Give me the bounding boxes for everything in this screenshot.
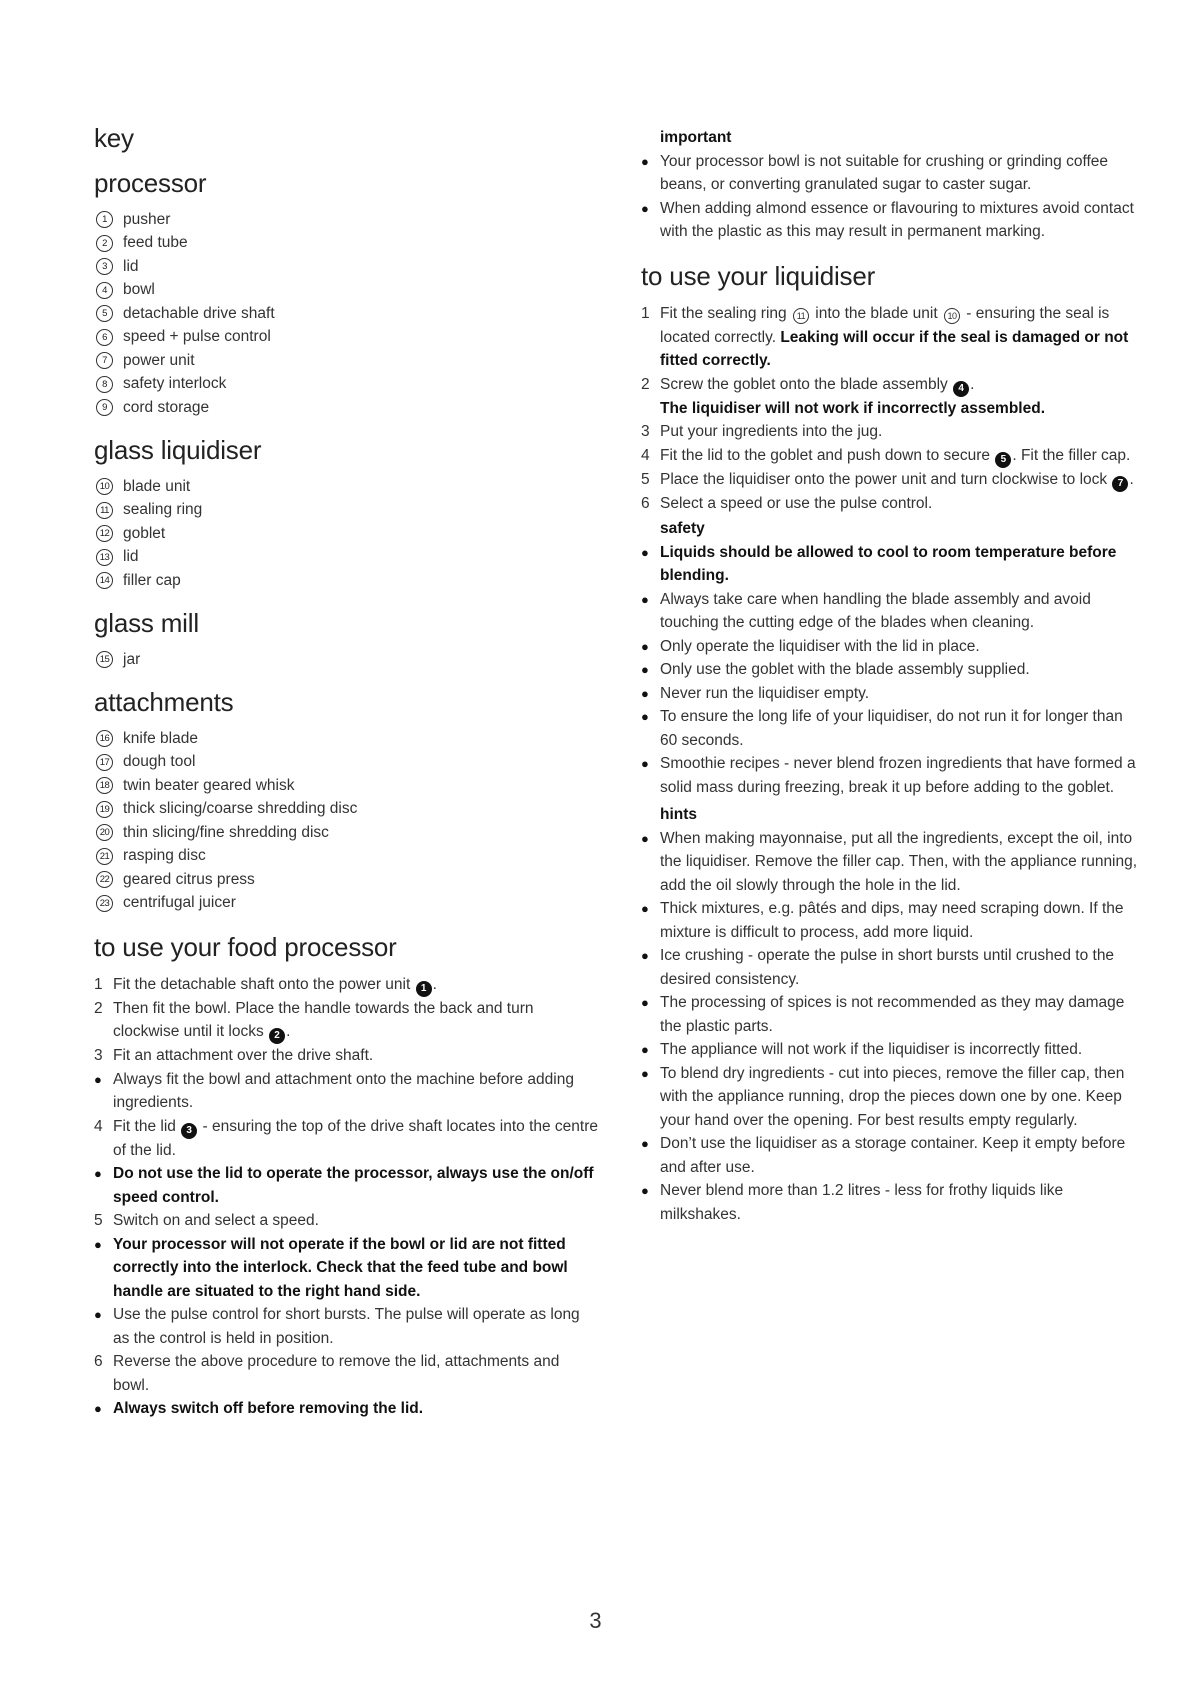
bullet-item: ● To blend dry ingredients - cut into pieces, remove the filler cap, then with the appliance running, drop the pieces down one by one. Keep your hand over the opening. For best results empty regularly. <box>641 1062 1141 1133</box>
step-4: 4 Fit the lid 3 - ensuring the top of the drive shaft locates into the centre of the lid. <box>94 1117 599 1159</box>
list-item: 8 safety interlock <box>94 373 599 397</box>
list-item: 23 centrifugal juicer <box>94 892 599 916</box>
bullet-item: ● Use the pulse control for short bursts. The pulse will operate as long as the control is held in position. <box>94 1303 599 1350</box>
bullet-item: ● Only use the goblet with the blade assembly supplied. <box>641 658 1141 682</box>
number-circle-icon: 11 <box>793 308 809 324</box>
number-circle-icon: 4 <box>96 282 113 299</box>
important-heading: important <box>660 129 732 146</box>
number-circle-icon: 9 <box>96 399 113 416</box>
bullet-item: ● Ice crushing - operate the pulse in short bursts until crushed to the desired consistency. <box>641 944 1141 991</box>
list-item: 1 pusher <box>94 208 599 232</box>
list-item: 14 filler cap <box>94 569 599 593</box>
food-processor-heading: to use your food processor <box>94 932 397 962</box>
number-circle-icon: 20 <box>96 824 113 841</box>
liquidiser-heading: to use your liquidiser <box>641 260 876 291</box>
number-circle-icon: 16 <box>96 730 113 747</box>
bullet-item: ● Your processor bowl is not suitable for crushing or grinding coffee beans, or converting granulated sugar to caster sugar. <box>641 150 1141 197</box>
bullet-icon <box>641 752 660 799</box>
hints-heading: hints <box>660 806 698 823</box>
number-circle-icon: 19 <box>96 801 113 818</box>
number-badge-icon: 5 <box>995 452 1011 468</box>
safety-heading: safety <box>660 520 705 537</box>
bullet-icon <box>641 944 660 991</box>
food-processor-steps <box>94 973 599 1421</box>
left-column <box>94 122 599 1421</box>
number-circle-icon: 18 <box>96 777 113 794</box>
number-circle-icon: 13 <box>96 549 113 566</box>
list-item: 19 thick slicing/coarse shredding disc <box>94 798 599 822</box>
bullet-icon <box>641 1038 660 1062</box>
step-3: 3 Fit an attachment over the drive shaft. <box>94 1047 374 1064</box>
number-circle-icon: 2 <box>96 235 113 252</box>
step-2: 2 Then fit the bowl. Place the handle towards the back and turn clockwise until it locks 2 . <box>94 997 599 1045</box>
bullet-icon <box>641 1062 660 1133</box>
list-item: 9 cord storage <box>94 396 599 420</box>
list-item: 3 lid <box>94 255 599 279</box>
number-badge-icon: 3 <box>181 1123 197 1139</box>
number-badge-icon: 7 <box>1112 476 1128 492</box>
bullet-icon <box>641 588 660 635</box>
bullet-item: ● Only operate the liquidiser with the lid in place. <box>641 635 1141 659</box>
bullet-item: ● When adding almond essence or flavouring to mixtures avoid contact with the plastic as this may result in permanent marking. <box>641 197 1141 244</box>
number-circle-icon: 1 <box>96 211 113 228</box>
number-circle-icon: 11 <box>96 502 113 519</box>
bullet-icon <box>641 827 660 898</box>
list-item: 17 dough tool <box>94 751 599 775</box>
bullet-item: ● Always switch off before removing the lid. <box>94 1397 599 1421</box>
bullet-icon <box>94 1068 113 1115</box>
list-item: 20 thin slicing/fine shredding disc <box>94 821 599 845</box>
list-item: 12 goblet <box>94 522 599 546</box>
number-circle-icon: 8 <box>96 376 113 393</box>
bullet-icon <box>94 1303 113 1350</box>
step-5: 5 Place the liquidiser onto the power unit and turn clockwise to lock 7 . <box>641 468 1141 492</box>
bullet-item: ● The appliance will not work if the liquidiser is incorrectly fitted. <box>641 1038 1141 1062</box>
number-circle-icon: 10 <box>96 478 113 495</box>
liquidiser-key-list <box>94 475 599 593</box>
bullet-icon <box>94 1233 113 1304</box>
step-3: 3 Put your ingredients into the jug. <box>641 423 883 440</box>
bullet-item: ● Never blend more than 1.2 litres - less for frothy liquids like milkshakes. <box>641 1179 1141 1226</box>
bullet-item: ● Your processor will not operate if the bowl or lid are not fitted correctly into the interlock. Check that the feed tube and bowl handle are situated to the right hand side. <box>94 1233 599 1304</box>
bullet-item: ● When making mayonnaise, put all the ingredients, except the oil, into the liquidiser. Remove the filler cap. Then, with the appliance running, add the oil slowly through the hole in the lid. <box>641 827 1141 898</box>
number-badge-icon: 2 <box>269 1028 285 1044</box>
bullet-icon <box>641 1132 660 1179</box>
list-item: 6 speed + pulse control <box>94 326 599 350</box>
number-circle-icon: 21 <box>96 848 113 865</box>
step-4: 4 Fit the lid to the goblet and push down to secure 5 . Fit the filler cap. <box>641 444 1141 468</box>
bullet-item: ● Thick mixtures, e.g. pâtés and dips, may need scraping down. If the mixture is difficult to process, add more liquid. <box>641 897 1141 944</box>
list-item: 4 bowl <box>94 279 599 303</box>
bullet-icon <box>641 897 660 944</box>
bullet-item: ● Do not use the lid to operate the processor, always use the on/off speed control. <box>94 1162 599 1209</box>
list-item: 15 jar <box>94 648 599 672</box>
bullet-icon <box>641 1179 660 1226</box>
key-title: key <box>94 123 134 153</box>
bullet-icon <box>641 541 660 588</box>
number-circle-icon: 23 <box>96 895 113 912</box>
step-6: 6 Reverse the above procedure to remove the lid, attachments and bowl. <box>94 1353 560 1394</box>
number-badge-icon: 4 <box>953 381 969 397</box>
right-column <box>641 126 1141 1226</box>
processor-key-list <box>94 208 599 420</box>
bullet-item: ● Always take care when handling the blade assembly and avoid touching the cutting edge of the blades when cleaning. <box>641 588 1141 635</box>
step-1: 1 Fit the detachable shaft onto the power unit 1 . <box>94 973 599 997</box>
list-item: 21 rasping disc <box>94 845 599 869</box>
list-item: 10 blade unit <box>94 475 599 499</box>
bullet-item: ● Smoothie recipes - never blend frozen ingredients that have formed a solid mass during freezing, break it up before adding to the goblet. <box>641 752 1141 799</box>
glass-mill-heading: glass mill <box>94 607 199 638</box>
attachments-heading: attachments <box>94 686 234 717</box>
number-circle-icon: 7 <box>96 352 113 369</box>
number-circle-icon: 10 <box>944 308 960 324</box>
number-circle-icon: 3 <box>96 258 113 275</box>
bullet-item: ● The processing of spices is not recommended as they may damage the plastic parts. <box>641 991 1141 1038</box>
bullet-item: ● Liquids should be allowed to cool to room temperature before blending. <box>641 541 1141 588</box>
bullet-icon <box>641 682 660 706</box>
bullet-item: ● Always fit the bowl and attachment onto the machine before adding ingredients. <box>94 1068 599 1115</box>
bullet-icon <box>641 991 660 1038</box>
step-5: 5 Switch on and select a speed. <box>94 1212 319 1229</box>
mill-key-list <box>94 648 599 672</box>
attachments-key-list <box>94 727 599 915</box>
bullet-item: ● Never run the liquidiser empty. <box>641 682 1141 706</box>
bullet-item: ● To ensure the long life of your liquidiser, do not run it for longer than 60 seconds. <box>641 705 1141 752</box>
bullet-icon <box>641 705 660 752</box>
number-badge-icon: 1 <box>416 981 432 997</box>
number-circle-icon: 15 <box>96 651 113 668</box>
list-item: 2 feed tube <box>94 232 599 256</box>
bullet-icon <box>641 197 660 244</box>
bullet-item: ● Don’t use the liquidiser as a storage container. Keep it empty before and after use. <box>641 1132 1141 1179</box>
number-circle-icon: 5 <box>96 305 113 322</box>
bullet-icon <box>641 150 660 197</box>
step-1: 1 Fit the sealing ring 11 into the blade unit 10 - ensuring the seal is located correctly. Leaking will occur if the seal is damaged or not fitted correctly. <box>641 305 1129 369</box>
number-circle-icon: 22 <box>96 871 113 888</box>
number-circle-icon: 12 <box>96 525 113 542</box>
list-item: 22 geared citrus press <box>94 868 599 892</box>
page-number: 3 <box>589 1608 602 1633</box>
number-circle-icon: 14 <box>96 572 113 589</box>
number-circle-icon: 6 <box>96 329 113 346</box>
list-item: 13 lid <box>94 546 599 570</box>
bullet-icon <box>641 658 660 682</box>
number-circle-icon: 17 <box>96 754 113 771</box>
list-item: 11 sealing ring <box>94 499 599 523</box>
list-item: 18 twin beater geared whisk <box>94 774 599 798</box>
list-item: 5 detachable drive shaft <box>94 302 599 326</box>
bullet-icon <box>641 635 660 659</box>
list-item: 7 power unit <box>94 349 599 373</box>
glass-liquidiser-heading: glass liquidiser <box>94 434 262 465</box>
bullet-icon <box>94 1162 113 1209</box>
bullet-icon <box>94 1397 113 1421</box>
step-6: 6 Select a speed or use the pulse control. <box>641 494 933 512</box>
processor-heading: processor <box>94 167 207 198</box>
step-2: 2 Screw the goblet onto the blade assembly 4 . The liquidiser will not work if incorrectly assembled. <box>641 375 1046 417</box>
list-item: 16 knife blade <box>94 727 599 751</box>
